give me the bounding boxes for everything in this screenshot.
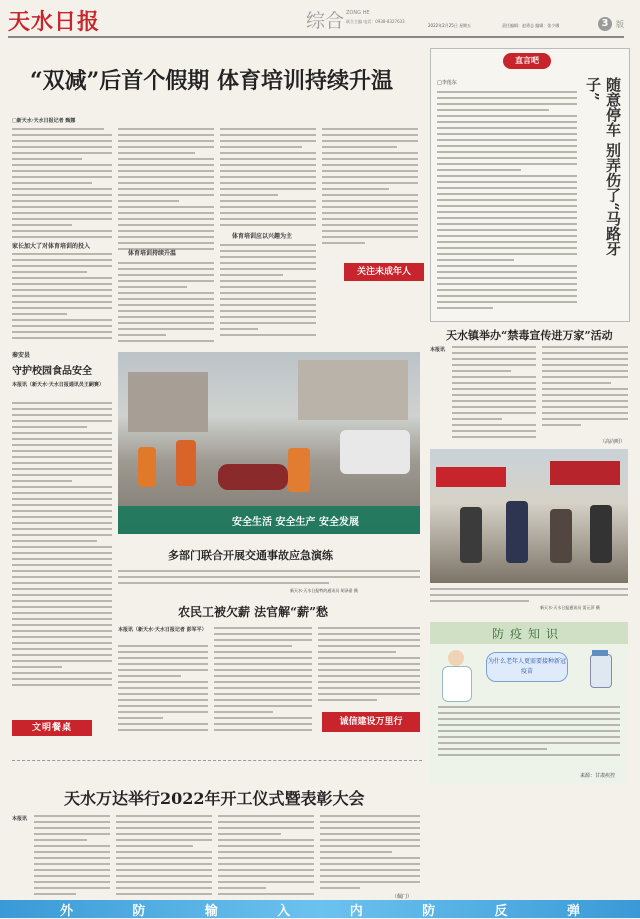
page-number: 3 — [598, 17, 612, 31]
slogan-char: 防 — [132, 903, 146, 919]
footer-slogan-bar — [0, 900, 640, 918]
slogan-char: 外 — [60, 903, 74, 919]
drill-title: 多部门联合开展交通事故应急演练 — [168, 549, 333, 562]
section-divider — [12, 760, 422, 761]
activity-photo-credit: 新天水·天水日报通讯员 雷元萍 摄 — [540, 605, 600, 610]
red-banner — [550, 461, 620, 485]
wage-body-1 — [118, 645, 208, 737]
hotline: 联合主编 电话：0938-8327633 — [346, 19, 405, 24]
activity-title: 天水镇举办“禁毒宣传进万家”活动 — [446, 329, 613, 342]
masthead-rule — [8, 36, 624, 38]
food-safety-county: 秦安县 — [12, 352, 31, 359]
project-body-3 — [218, 815, 314, 897]
responder-figure — [288, 448, 310, 492]
commentary-tag: 直言吧 — [503, 53, 551, 69]
footer-slogan — [60, 900, 580, 918]
lead-column-3b — [220, 244, 316, 346]
food-safety-body — [12, 402, 112, 694]
commentary-author: □李莲东 — [437, 80, 457, 86]
civil-dining-banner: 文明餐桌 — [12, 720, 92, 736]
integrity-banner: 诚信建设万里行 — [322, 712, 420, 732]
drill-photo — [118, 352, 420, 534]
activity-credit: （高向明） — [600, 439, 626, 445]
lead-subhead-1: 家长加大了对体育培训的投入 — [12, 243, 91, 250]
section-name: 综合 — [306, 10, 345, 32]
lead-subhead-2: 体育培训持续升温 — [128, 250, 177, 257]
epidemic-box — [430, 622, 628, 784]
project-byline: 本报讯 — [12, 816, 28, 822]
activity-body-2 — [542, 346, 628, 438]
epidemic-header — [430, 622, 628, 644]
project-credit: （佩门） — [392, 894, 413, 900]
project-title: 天水万达举行2022年开工仪式暨表彰大会 — [64, 789, 365, 808]
commentary-box — [430, 48, 630, 322]
slogan-char: 输 — [204, 903, 218, 919]
commentary-body — [437, 91, 577, 315]
minors-banner: 关注未成年人 — [344, 263, 424, 281]
project-body-4 — [320, 815, 420, 891]
doctor-illustration — [436, 650, 476, 700]
slogan-char: 弹 — [566, 903, 580, 919]
activity-photo — [430, 449, 628, 583]
drill-caption — [118, 570, 420, 594]
wage-title: 农民工被欠薪 法官解“薪”愁 — [178, 605, 328, 619]
epidemic-source: 来源：甘肃疾控 — [580, 773, 616, 779]
lead-headline: “双减”后首个假期 体育培训持续升温 — [30, 68, 393, 94]
slogan-char: 入 — [277, 903, 291, 919]
issue-date: 2022年2月25日 星期五 — [428, 23, 472, 28]
vaccine-bottle — [580, 650, 620, 690]
wage-body-2 — [214, 627, 312, 737]
food-safety-title: 守护校园食品安全 — [12, 366, 92, 377]
masthead — [0, 0, 640, 40]
epidemic-heading: 防疫知识 — [492, 627, 565, 641]
white-vehicle — [340, 430, 410, 474]
epidemic-body — [438, 706, 620, 766]
lead-column-2b — [118, 262, 214, 347]
epidemic-question: 为什么老年人更需要接种新冠疫苗 — [486, 652, 568, 682]
project-body-2 — [116, 815, 212, 897]
person-figure — [550, 509, 572, 563]
motorcycle — [218, 464, 288, 490]
person-figure — [506, 501, 528, 563]
section-pinyin: ZONG HE — [346, 10, 370, 16]
responder-figure — [138, 447, 156, 487]
wage-byline: 本报讯（新天水·天水日报记者 彭军平） — [118, 627, 207, 633]
lead-subhead-3: 体育培训应以兴趣为主 — [232, 233, 293, 240]
red-banner — [436, 467, 506, 487]
slogan-char: 内 — [349, 903, 363, 919]
activity-byline: 本报讯 — [430, 347, 446, 353]
person-figure — [460, 507, 482, 563]
editor-credit: 责任编辑：赵勇志 编辑：张少娜 — [502, 23, 560, 28]
lead-column-1b — [12, 253, 112, 345]
lead-column-1 — [12, 128, 112, 240]
person-figure — [590, 505, 612, 563]
drill-photo-credit: 新天水·天水日报特约通讯员 胡泽嘉 摄 — [290, 588, 358, 593]
building — [128, 372, 208, 432]
page-number-suffix: 版 — [616, 20, 624, 29]
lead-byline: □新天水·天水日报记者 甄娜 — [12, 118, 76, 124]
responder-figure — [176, 440, 196, 486]
safety-slogan: 安全生活 安全生产 安全发展 — [232, 517, 359, 528]
lead-column-3 — [220, 128, 316, 230]
activity-body-1 — [452, 346, 536, 444]
food-safety-byline: 本报讯（新天水·天水日报通讯员王嗣赛） — [12, 382, 104, 388]
commentary-title: 随意停车 别弄伤了“马路牙子” — [584, 77, 622, 256]
slogan-char: 反 — [494, 903, 508, 919]
project-body-1 — [34, 815, 110, 897]
newspaper-logo: 天水日报 — [8, 9, 101, 35]
lead-column-2 — [118, 128, 214, 258]
building — [298, 360, 408, 420]
slogan-char: 防 — [422, 903, 436, 919]
wage-body-3 — [318, 627, 420, 705]
safety-slogan-strip — [118, 506, 420, 534]
lead-column-4 — [322, 128, 418, 254]
